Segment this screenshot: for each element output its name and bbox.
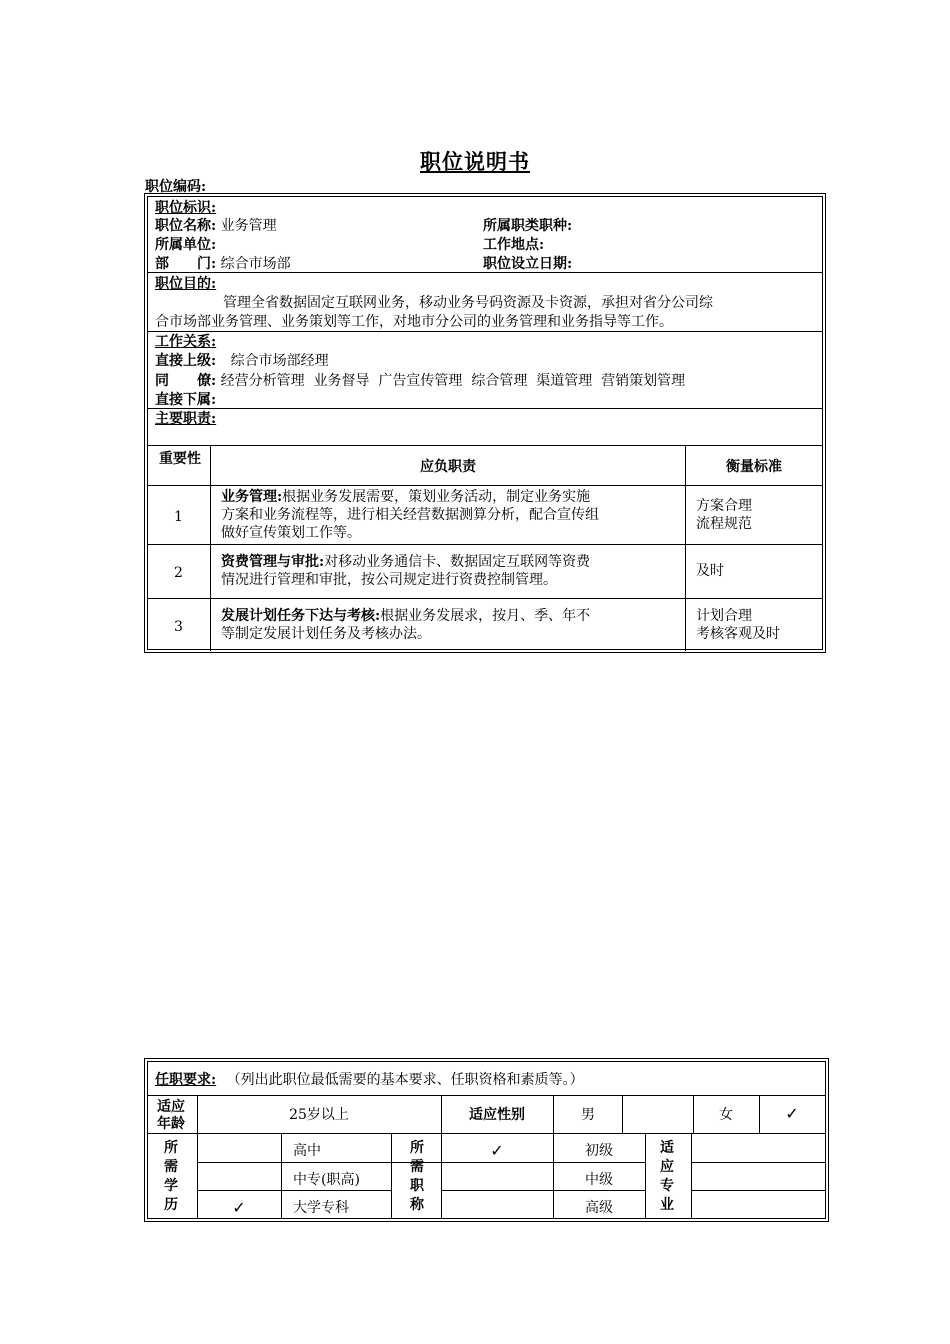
row2-title: 资费管理与审批: <box>221 554 325 570</box>
divider <box>147 272 823 273</box>
superior-row <box>155 352 329 370</box>
divider <box>197 1190 391 1191</box>
divider <box>197 1162 441 1163</box>
department-label: 部 门: <box>155 256 217 272</box>
age-label: 适应年龄 <box>157 1099 185 1132</box>
document-title: 职位说明书 <box>420 149 530 174</box>
divider <box>147 485 823 486</box>
row2-line1: 对移动业务通信卡、数据固定互联网等资费 <box>324 554 591 570</box>
column-divider <box>645 1133 646 1219</box>
title-level-2: 中级 <box>585 1172 613 1188</box>
female-label: 女 <box>719 1107 733 1123</box>
requirements-label: 任职要求: <box>155 1072 217 1088</box>
row3-rank: 3 <box>174 619 183 635</box>
column-divider <box>281 1133 282 1219</box>
row1-standard-1: 方案合理 <box>696 498 752 514</box>
row3-title: 发展计划任务下达与考核: <box>221 608 381 624</box>
divider <box>441 1190 645 1191</box>
education-label: 所 需 学 历 <box>164 1140 178 1213</box>
row1-standard <box>696 497 752 533</box>
requirements-header <box>155 1071 584 1089</box>
row2-responsibility <box>221 553 681 589</box>
row2-line2: 情况进行管理和审批，按公司规定进行资费控制管理。 <box>221 572 557 588</box>
major-label: 适 应 专 业 <box>660 1140 674 1213</box>
column-divider <box>691 1133 692 1219</box>
age-value: 25岁以上 <box>289 1107 349 1123</box>
divider <box>147 544 823 545</box>
purpose-section-label: 职位目的: <box>155 276 217 292</box>
edu-check-3: ✓ <box>232 1198 246 1217</box>
header-standard: 衡量标准 <box>726 459 782 475</box>
row3-line1: 根据业务发展求，按月、季、年不 <box>380 608 591 624</box>
duties-section-label: 主要职责: <box>155 411 217 427</box>
position-name-value: 业务管理 <box>220 218 277 234</box>
edu-level-2: 中专(职高) <box>293 1172 360 1188</box>
location-label: 工作地点: <box>483 237 545 253</box>
row1-responsibility <box>221 488 681 542</box>
position-name-label: 职位名称: <box>155 218 217 234</box>
title-label: 所 需 职 称 <box>410 1140 424 1213</box>
requirements-box <box>144 1058 829 1222</box>
position-code-label: 职位编码: <box>145 179 207 195</box>
row1-rank: 1 <box>174 509 183 525</box>
identity-section-label: 职位标识: <box>155 200 217 216</box>
established-date-label: 职位设立日期: <box>483 256 573 272</box>
divider <box>691 1190 826 1191</box>
divider <box>147 1133 826 1134</box>
unit-label: 所属单位: <box>155 237 217 253</box>
row1-line2: 方案和业务流程等，进行相关经营数据测算分析，配合宣传组 <box>221 507 599 523</box>
divider <box>147 445 823 446</box>
column-divider <box>622 1095 623 1133</box>
row1-standard-2: 流程规范 <box>696 516 752 532</box>
requirements-note: （列出此职位最低需要的基本要求、任职资格和素质等。） <box>226 1072 584 1088</box>
row1-title: 业务管理: <box>221 489 283 505</box>
position-name-row <box>155 217 277 235</box>
edu-level-1: 高中 <box>293 1143 321 1159</box>
job-description-box <box>144 193 826 653</box>
column-divider <box>553 1095 554 1133</box>
column-divider <box>391 1133 392 1219</box>
peers-value: 经营分析管理 业务督导 广告宣传管理 综合管理 渠道管理 营销策划管理 <box>220 373 686 389</box>
relations-section-label: 工作关系: <box>155 334 217 350</box>
purpose-text-line1: 管理全省数据固定互联网业务，移动业务号码资源及卡资源，承担对省分公司综 <box>223 295 713 311</box>
divider <box>147 598 823 599</box>
divider <box>147 331 823 332</box>
row3-line2: 等制定发展计划任务及考核办法。 <box>221 626 431 642</box>
divider <box>147 1095 826 1096</box>
gender-label: 适应性别 <box>469 1107 525 1123</box>
row1-line3: 做好宣传策划工作等。 <box>221 525 361 541</box>
row3-responsibility <box>221 607 681 643</box>
peers-label: 同 僚: <box>155 373 217 389</box>
subordinate-label: 直接下属: <box>155 392 217 408</box>
department-row <box>155 255 291 273</box>
title-level-1: 初级 <box>585 1143 613 1159</box>
row2-standard-1: 及时 <box>696 563 724 579</box>
row1-line1: 根据业务发展需要，策划业务活动，制定业务实施 <box>282 489 591 505</box>
male-label: 男 <box>581 1107 595 1123</box>
row3-standard-2: 考核客观及时 <box>696 626 780 642</box>
divider <box>147 408 823 409</box>
superior-label: 直接上级: <box>155 353 217 369</box>
row3-standard <box>696 607 780 643</box>
divider <box>441 1162 645 1163</box>
header-importance: 重要性 <box>159 451 201 467</box>
row2-standard <box>696 562 724 580</box>
female-check: ✓ <box>785 1104 799 1123</box>
superior-value: 综合市场部经理 <box>230 353 329 369</box>
divider <box>691 1162 826 1163</box>
purpose-text-line2: 合市场部业务管理、业务策划等工作，对地市分公司的业务管理和业务指导等工作。 <box>155 314 673 330</box>
header-responsibility: 应负职责 <box>420 459 476 475</box>
row2-rank: 2 <box>174 565 183 581</box>
title-check-1: ✓ <box>490 1141 504 1160</box>
category-label: 所属职类职种: <box>483 218 573 234</box>
edu-level-3: 大学专科 <box>293 1200 349 1216</box>
department-value: 综合市场部 <box>220 256 291 272</box>
row3-standard-1: 计划合理 <box>696 608 752 624</box>
peers-row <box>155 372 685 390</box>
title-level-3: 高级 <box>585 1200 613 1216</box>
